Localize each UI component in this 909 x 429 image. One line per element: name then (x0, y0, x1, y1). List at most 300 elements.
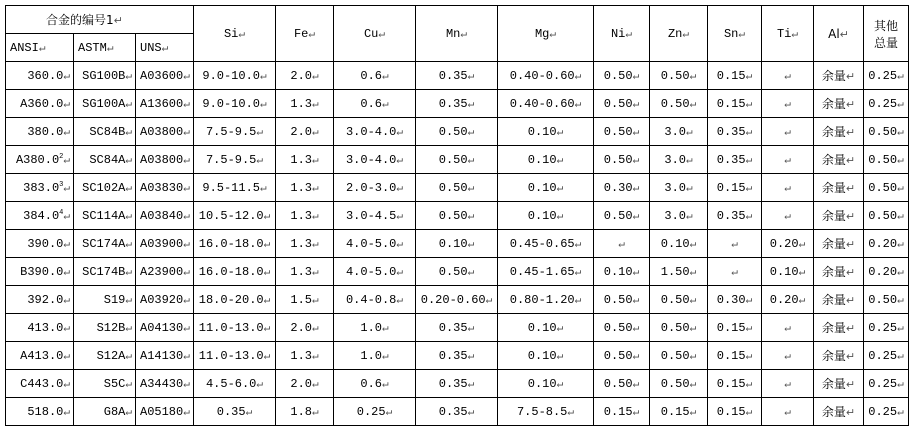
paragraph-mark-icon: ↵ (311, 266, 319, 279)
paragraph-mark-icon: ↵ (845, 266, 856, 279)
paragraph-mark-icon: ↵ (183, 182, 190, 195)
cell-value: 0.25 (868, 96, 898, 111)
paragraph-mark-icon: ↵ (784, 98, 791, 111)
cell-mg (498, 398, 594, 426)
cell-mn (416, 118, 498, 146)
cell-value: 0.10 (660, 236, 690, 251)
cell-al (814, 62, 864, 90)
cell-value: 余量 (821, 97, 846, 111)
paragraph-mark-icon: ↵ (897, 266, 904, 279)
cell-value: SG100B (82, 68, 126, 83)
cell-al (814, 370, 864, 398)
cell-value: 18.0-20.0 (198, 292, 264, 307)
cell-value: 0.50 (868, 124, 898, 139)
paragraph-mark-icon: ↵ (467, 70, 475, 83)
cell-value: 0.6 (360, 96, 382, 111)
cell-value: 0.10 (527, 320, 557, 335)
cell-value: 0.25 (868, 404, 898, 419)
cell-value: 0.20 (769, 292, 799, 307)
cell-zn (650, 62, 708, 90)
cell-value: 0.6 (360, 68, 382, 83)
cell-other (864, 62, 909, 90)
paragraph-mark-icon: ↵ (311, 406, 319, 419)
cell-fe (276, 230, 334, 258)
column-header-sn (708, 6, 762, 62)
cell-value: 0.15 (716, 68, 746, 83)
table-row (6, 90, 909, 118)
cell-value: 余量 (821, 69, 846, 83)
cell-mn (416, 342, 498, 370)
paragraph-mark-icon: ↵ (784, 322, 791, 335)
paragraph-mark-icon: ↵ (897, 154, 904, 167)
cell-other (864, 342, 909, 370)
paragraph-mark-icon: ↵ (125, 154, 132, 167)
cell-value: 3.0 (664, 124, 686, 139)
cell-al (814, 342, 864, 370)
table-row (6, 62, 909, 90)
paragraph-mark-icon: ↵ (897, 126, 904, 139)
cell-other (864, 174, 909, 202)
cell-value: 1.3 (290, 208, 312, 223)
paragraph-mark-icon: ↵ (381, 70, 389, 83)
cell-si (194, 342, 276, 370)
table-body (6, 62, 909, 426)
cell-value: 0.20-0.60 (420, 292, 486, 307)
paragraph-mark-icon: ↵ (574, 238, 582, 251)
paragraph-mark-icon: ↵ (897, 294, 904, 307)
paragraph-mark-icon: ↵ (745, 126, 753, 139)
cell-ansi (6, 258, 74, 286)
cell-fe (276, 90, 334, 118)
cell-al (814, 230, 864, 258)
cell-value: 0.4-0.8 (345, 292, 397, 307)
paragraph-mark-icon: ↵ (396, 210, 404, 223)
cell-si (194, 174, 276, 202)
paragraph-mark-icon: ↵ (106, 42, 114, 55)
paragraph-mark-icon: ↵ (897, 182, 904, 195)
cell-mg (498, 314, 594, 342)
paragraph-mark-icon: ↵ (784, 126, 791, 139)
cell-value: 1.3 (290, 348, 312, 363)
cell-other (864, 258, 909, 286)
paragraph-mark-icon: ↵ (183, 154, 190, 167)
paragraph-mark-icon: ↵ (632, 406, 640, 419)
cell-value: 2.0 (290, 320, 312, 335)
cell-value: 余量 (821, 293, 846, 307)
cell-value: 0.10 (527, 348, 557, 363)
table-row (6, 398, 909, 426)
cell-astm (74, 202, 136, 230)
cell-astm (74, 286, 136, 314)
cell-value: A360.0 (20, 96, 64, 111)
paragraph-mark-icon: ↵ (632, 350, 640, 363)
table-row (6, 342, 909, 370)
cell-value: 0.50 (438, 264, 468, 279)
cell-value: 9.0-10.0 (202, 68, 260, 83)
paragraph-mark-icon: ↵ (745, 406, 753, 419)
cell-zn (650, 146, 708, 174)
cell-ni (594, 258, 650, 286)
table-row (6, 230, 909, 258)
paragraph-mark-icon: ↵ (63, 154, 70, 167)
paragraph-mark-icon: ↵ (378, 28, 386, 41)
cell-value: 余量 (821, 265, 846, 279)
paragraph-mark-icon: ↵ (63, 294, 70, 307)
cell-value: A380.0 (15, 152, 60, 167)
cell-uns (136, 90, 194, 118)
paragraph-mark-icon: ↵ (845, 294, 856, 307)
cell-zn (650, 286, 708, 314)
cell-ni (594, 314, 650, 342)
cell-mg (498, 342, 594, 370)
paragraph-mark-icon: ↵ (245, 406, 253, 419)
paragraph-mark-icon: ↵ (632, 266, 640, 279)
column-header-cu (334, 6, 416, 62)
paragraph-mark-icon: ↵ (183, 70, 190, 83)
cell-value: 360.0 (27, 68, 64, 83)
column-header-label: Ni (610, 26, 626, 41)
cell-value: 1.3 (290, 96, 312, 111)
cell-value: 余量 (821, 321, 846, 335)
cell-cu (334, 286, 416, 314)
cell-value: 0.10 (769, 264, 799, 279)
cell-ti (762, 62, 814, 90)
cell-value: 0.15 (660, 404, 690, 419)
column-header-mn (416, 6, 498, 62)
cell-value: 11.0-13.0 (198, 320, 264, 335)
paragraph-mark-icon: ↵ (259, 182, 267, 195)
column-header-label: Fe (293, 26, 309, 41)
column-header-mg (498, 6, 594, 62)
cell-value: 余量 (821, 349, 846, 363)
cell-al (814, 146, 864, 174)
paragraph-mark-icon: ↵ (263, 210, 271, 223)
paragraph-mark-icon: ↵ (897, 322, 904, 335)
cell-ansi (6, 370, 74, 398)
cell-value: 11.0-13.0 (198, 348, 264, 363)
cell-value: C443.0 (20, 376, 64, 391)
cell-value: SC174B (82, 264, 126, 279)
cell-mg (498, 118, 594, 146)
cell-value: 0.45-0.65 (509, 236, 575, 251)
paragraph-mark-icon: ↵ (685, 154, 693, 167)
cell-value: S5C (103, 376, 126, 391)
cell-fe (276, 62, 334, 90)
cell-value: 518.0 (27, 404, 64, 419)
cell-si (194, 202, 276, 230)
cell-ni (594, 202, 650, 230)
footnote-marker: 3 (59, 180, 64, 189)
cell-ti (762, 118, 814, 146)
cell-value: 0.50 (603, 124, 633, 139)
cell-ni (594, 370, 650, 398)
paragraph-mark-icon: ↵ (632, 378, 640, 391)
cell-value: 0.35 (216, 404, 246, 419)
paragraph-mark-icon: ↵ (556, 182, 564, 195)
cell-zn (650, 258, 708, 286)
paragraph-mark-icon: ↵ (632, 210, 640, 223)
cell-other (864, 230, 909, 258)
cell-sn (708, 62, 762, 90)
cell-value: 0.50 (438, 124, 468, 139)
cell-value: 0.10 (527, 208, 557, 223)
paragraph-mark-icon: ↵ (256, 154, 264, 167)
paragraph-mark-icon: ↵ (839, 27, 849, 41)
cell-value: 0.50 (603, 348, 633, 363)
paragraph-mark-icon: ↵ (63, 210, 70, 223)
cell-value: 0.15 (716, 376, 746, 391)
column-header-astm (74, 34, 136, 62)
paragraph-mark-icon: ↵ (125, 210, 132, 223)
paragraph-mark-icon: ↵ (556, 350, 564, 363)
cell-fe (276, 174, 334, 202)
cell-value: 0.30 (716, 292, 746, 307)
cell-al (814, 286, 864, 314)
cell-value: 0.50 (868, 208, 898, 223)
cell-value: 7.5-9.5 (205, 124, 257, 139)
paragraph-mark-icon: ↵ (784, 406, 791, 419)
cell-sn (708, 286, 762, 314)
cell-ti (762, 286, 814, 314)
cell-astm (74, 342, 136, 370)
cell-value: 0.35 (716, 152, 746, 167)
cell-mn (416, 398, 498, 426)
paragraph-mark-icon: ↵ (467, 406, 475, 419)
table-row (6, 314, 909, 342)
paragraph-mark-icon: ↵ (38, 42, 46, 55)
cell-fe (276, 202, 334, 230)
paragraph-mark-icon: ↵ (125, 322, 132, 335)
cell-cu (334, 202, 416, 230)
cell-cu (334, 230, 416, 258)
cell-sn (708, 118, 762, 146)
paragraph-mark-icon: ↵ (263, 238, 271, 251)
paragraph-mark-icon: ↵ (125, 266, 132, 279)
cell-value: 0.25 (868, 376, 898, 391)
cell-ni (594, 286, 650, 314)
cell-value: A23900 (140, 264, 184, 279)
paragraph-mark-icon: ↵ (632, 294, 640, 307)
footnote-marker: 4 (59, 208, 64, 217)
cell-uns (136, 314, 194, 342)
cell-value: 3.0-4.0 (345, 152, 397, 167)
cell-value: 0.25 (868, 68, 898, 83)
cell-sn (708, 202, 762, 230)
cell-value: 4.0-5.0 (345, 264, 397, 279)
cell-value: 390.0 (27, 236, 64, 251)
cell-value: 0.35 (438, 96, 468, 111)
cell-uns (136, 286, 194, 314)
paragraph-mark-icon: ↵ (263, 322, 271, 335)
cell-ansi (6, 202, 74, 230)
cell-astm (74, 62, 136, 90)
cell-uns (136, 230, 194, 258)
cell-ni (594, 174, 650, 202)
paragraph-mark-icon: ↵ (632, 126, 640, 139)
cell-value: 余量 (821, 377, 846, 391)
cell-astm (74, 370, 136, 398)
column-header-si (194, 6, 276, 62)
cell-value: A34430 (140, 376, 184, 391)
cell-value: A13600 (140, 96, 184, 111)
paragraph-mark-icon: ↵ (311, 322, 319, 335)
paragraph-mark-icon: ↵ (685, 182, 693, 195)
cell-value: 1.3 (290, 152, 312, 167)
cell-ansi (6, 314, 74, 342)
cell-ti (762, 90, 814, 118)
column-header-label: ASTM (78, 40, 107, 55)
cell-cu (334, 118, 416, 146)
paragraph-mark-icon: ↵ (183, 238, 190, 251)
cell-sn (708, 90, 762, 118)
paragraph-mark-icon: ↵ (263, 350, 271, 363)
paragraph-mark-icon: ↵ (485, 294, 493, 307)
cell-mn (416, 230, 498, 258)
column-header-label: Cu (363, 26, 379, 41)
paragraph-mark-icon: ↵ (311, 70, 319, 83)
cell-zn (650, 202, 708, 230)
cell-value: 16.0-18.0 (198, 236, 264, 251)
cell-al (814, 314, 864, 342)
paragraph-mark-icon: ↵ (183, 322, 190, 335)
paragraph-mark-icon: ↵ (845, 406, 856, 419)
column-header-label: Sn (723, 26, 739, 41)
table-row (6, 174, 909, 202)
cell-value: SC102A (82, 180, 126, 195)
cell-value: 0.25 (868, 320, 898, 335)
paragraph-mark-icon: ↵ (745, 182, 753, 195)
cell-ti (762, 370, 814, 398)
paragraph-mark-icon: ↵ (845, 238, 856, 251)
paragraph-mark-icon: ↵ (689, 378, 697, 391)
footnote-marker: 2 (59, 152, 64, 161)
cell-si (194, 370, 276, 398)
cell-value: A03600 (140, 68, 184, 83)
cell-value: 0.50 (660, 320, 690, 335)
cell-fe (276, 370, 334, 398)
cell-zn (650, 230, 708, 258)
cell-value: 0.35 (438, 404, 468, 419)
cell-ni (594, 398, 650, 426)
paragraph-mark-icon: ↵ (467, 350, 475, 363)
paragraph-mark-icon: ↵ (396, 126, 404, 139)
cell-uns (136, 202, 194, 230)
paragraph-mark-icon: ↵ (567, 406, 575, 419)
cell-sn (708, 146, 762, 174)
paragraph-mark-icon: ↵ (745, 378, 753, 391)
table-row (6, 118, 909, 146)
paragraph-mark-icon: ↵ (63, 182, 70, 195)
cell-ni (594, 62, 650, 90)
other-total-line1: 其他 (873, 18, 898, 33)
paragraph-mark-icon: ↵ (845, 182, 856, 195)
cell-al (814, 174, 864, 202)
paragraph-mark-icon: ↵ (238, 28, 246, 41)
paragraph-mark-icon: ↵ (311, 294, 319, 307)
paragraph-mark-icon: ↵ (897, 70, 904, 83)
cell-al (814, 118, 864, 146)
cell-value: 0.35 (716, 208, 746, 223)
cell-ansi (6, 230, 74, 258)
paragraph-mark-icon: ↵ (311, 350, 319, 363)
paragraph-mark-icon: ↵ (256, 378, 264, 391)
cell-mn (416, 314, 498, 342)
column-header-zn (650, 6, 708, 62)
cell-value: 7.5-9.5 (205, 152, 257, 167)
paragraph-mark-icon: ↵ (125, 126, 132, 139)
paragraph-mark-icon: ↵ (125, 238, 132, 251)
cell-zn (650, 342, 708, 370)
cell-value: 4.5-6.0 (205, 376, 257, 391)
paragraph-mark-icon: ↵ (574, 98, 582, 111)
paragraph-mark-icon: ↵ (574, 294, 582, 307)
paragraph-mark-icon: ↵ (381, 322, 389, 335)
cell-value: 380.0 (27, 124, 64, 139)
paragraph-mark-icon: ↵ (682, 28, 690, 41)
cell-value: 余量 (821, 237, 846, 251)
table-row (6, 202, 909, 230)
cell-value: SC84B (89, 124, 126, 139)
cell-value: 0.40-0.60 (509, 68, 575, 83)
paragraph-mark-icon: ↵ (183, 350, 190, 363)
cell-value: 392.0 (27, 292, 64, 307)
cell-sn (708, 314, 762, 342)
paragraph-mark-icon: ↵ (311, 210, 319, 223)
cell-value: 0.40-0.60 (509, 96, 575, 111)
cell-value: 0.50 (660, 292, 690, 307)
paragraph-mark-icon: ↵ (689, 98, 697, 111)
paragraph-mark-icon: ↵ (784, 182, 791, 195)
paragraph-mark-icon: ↵ (467, 322, 475, 335)
cell-si (194, 314, 276, 342)
other-total-line2: 总量 (873, 35, 898, 50)
cell-fe (276, 398, 334, 426)
cell-value: 9.0-10.0 (202, 96, 260, 111)
paragraph-mark-icon: ↵ (381, 98, 389, 111)
cell-zn (650, 314, 708, 342)
cell-uns (136, 342, 194, 370)
cell-si (194, 118, 276, 146)
paragraph-mark-icon: ↵ (784, 70, 791, 83)
cell-fe (276, 286, 334, 314)
paragraph-mark-icon: ↵ (897, 350, 904, 363)
paragraph-mark-icon: ↵ (396, 182, 404, 195)
cell-value: 384.0 (23, 208, 60, 223)
paragraph-mark-icon: ↵ (798, 294, 806, 307)
cell-value: 0.50 (603, 376, 633, 391)
paragraph-mark-icon: ↵ (689, 294, 697, 307)
column-header-other-total (864, 6, 909, 62)
cell-value: 4.0-5.0 (345, 236, 397, 251)
cell-si (194, 62, 276, 90)
cell-value: SC174A (82, 236, 126, 251)
cell-value: 9.5-11.5 (202, 180, 260, 195)
paragraph-mark-icon: ↵ (396, 294, 404, 307)
cell-value: 0.30 (603, 180, 633, 195)
cell-ansi (6, 398, 74, 426)
cell-si (194, 90, 276, 118)
paragraph-mark-icon: ↵ (63, 238, 70, 251)
cell-value: 0.25 (356, 404, 386, 419)
paragraph-mark-icon: ↵ (845, 70, 856, 83)
cell-ti (762, 398, 814, 426)
column-header-label: ANSI (10, 40, 39, 55)
cell-value: 2.0 (290, 68, 312, 83)
column-header-label: Si (223, 26, 239, 41)
cell-sn (708, 230, 762, 258)
column-header-label: Zn (667, 26, 683, 41)
paragraph-mark-icon: ↵ (256, 126, 264, 139)
